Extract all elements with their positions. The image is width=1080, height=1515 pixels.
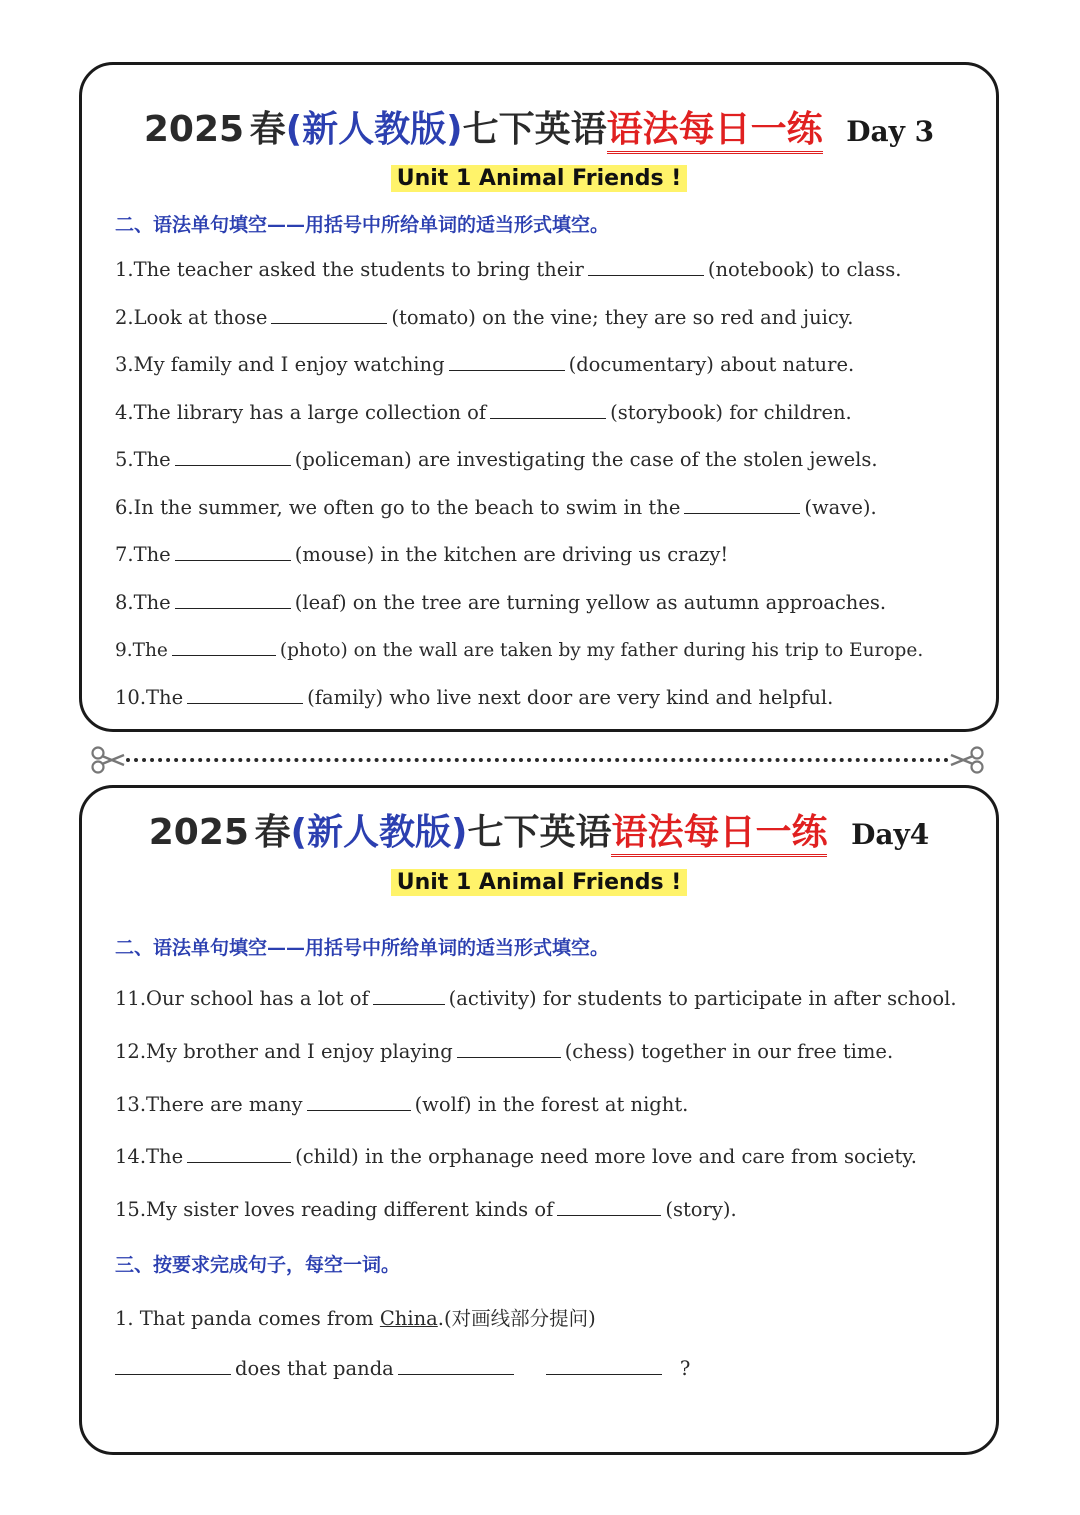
answer-blank[interactable] [557, 1197, 661, 1216]
worksheet-card-day4 [79, 785, 999, 1455]
section-heading: 二、语法单句填空——用括号中所给单词的适当形式填空。 [115, 214, 610, 236]
title-subject: 七下英语 [467, 812, 612, 853]
answer-blank[interactable] [684, 495, 800, 514]
question-1: 1.The teacher asked the students to bring their (notebook) to class. [115, 258, 902, 281]
underlined-word: China [379, 1307, 438, 1330]
scissors-icon [949, 745, 985, 775]
title-spring: 春 [254, 812, 291, 853]
question-10: 10.The (family) who live next door are very kind and helpful. [115, 686, 834, 709]
unit-heading [82, 869, 996, 896]
question-8: 8.The (leaf) on the tree are turning yellow as autumn approaches. [115, 591, 887, 614]
worksheet-card-day3 [79, 62, 999, 732]
scissors-icon [90, 745, 126, 775]
answer-blank[interactable] [449, 352, 565, 371]
question-3: 3.My family and I enjoy watching (documentary) about nature. [115, 353, 855, 376]
question-12: 12.My brother and I enjoy playing (chess) together in our free time. [115, 1040, 894, 1063]
answer-blank[interactable] [588, 257, 704, 276]
rewrite-answer-line: does that panda ? [115, 1356, 690, 1380]
answer-blank[interactable] [457, 1039, 561, 1058]
title-day: Day 3 [846, 115, 935, 148]
answer-blank[interactable] [546, 1356, 662, 1375]
question-15: 15.My sister loves reading different kinds of (story). [115, 1198, 737, 1221]
answer-blank[interactable] [373, 986, 445, 1005]
title-daily-practice: 语法每日一练 [607, 109, 823, 154]
unit-heading [82, 165, 996, 192]
answer-blank[interactable] [187, 685, 303, 704]
title-edition: (新人教版) [285, 109, 463, 150]
cut-line [90, 745, 985, 775]
unit-label: Unit 1 Animal Friends ! [391, 869, 688, 896]
question-4: 4.The library has a large collection of (storybook) for children. [115, 401, 852, 424]
title-daily-practice: 语法每日一练 [611, 812, 827, 857]
answer-blank[interactable] [175, 590, 291, 609]
answer-blank[interactable] [172, 637, 276, 656]
answer-blank[interactable] [115, 1356, 231, 1375]
question-13: 13.There are many (wolf) in the forest at night. [115, 1093, 689, 1116]
title-day: Day4 [851, 818, 930, 851]
title-year: 2025 [143, 109, 245, 150]
section-heading-2: 三、按要求完成句子，每空一词。 [115, 1254, 401, 1276]
title-subject: 七下英语 [462, 109, 607, 150]
title-year: 2025 [148, 812, 249, 853]
question-11: 11.Our school has a lot of (activity) for students to participate in after school. [115, 987, 957, 1010]
question-2: 2.Look at those (tomato) on the vine; they are so red and juicy. [115, 306, 854, 329]
answer-blank[interactable] [398, 1356, 514, 1375]
answer-blank[interactable] [187, 1144, 291, 1163]
question-14: 14.The (child) in the orphanage need more love and care from society. [115, 1145, 917, 1168]
worksheet-title [82, 101, 996, 152]
answer-blank[interactable] [307, 1092, 411, 1111]
dotted-divider [126, 758, 949, 762]
answer-blank[interactable] [271, 305, 387, 324]
rewrite-question-1: 1. That panda comes from China.(对画线部分提问) [115, 1307, 596, 1330]
answer-blank[interactable] [175, 542, 291, 561]
question-7: 7.The (mouse) in the kitchen are driving us crazy! [115, 543, 729, 566]
section-heading: 二、语法单句填空——用括号中所给单词的适当形式填空。 [115, 937, 610, 959]
title-spring: 春 [249, 109, 286, 150]
question-6: 6.In the summer, we often go to the beach to swim in the (wave). [115, 496, 877, 519]
answer-blank[interactable] [175, 447, 291, 466]
question-9: 9.The (photo) on the wall are taken by my father during his trip to Europe. [115, 637, 923, 661]
question-5: 5.The (policeman) are investigating the case of the stolen jewels. [115, 448, 878, 471]
worksheet-title [82, 804, 996, 855]
title-edition: (新人教版) [290, 812, 468, 853]
answer-blank[interactable] [490, 400, 606, 419]
unit-label: Unit 1 Animal Friends ! [391, 165, 688, 192]
